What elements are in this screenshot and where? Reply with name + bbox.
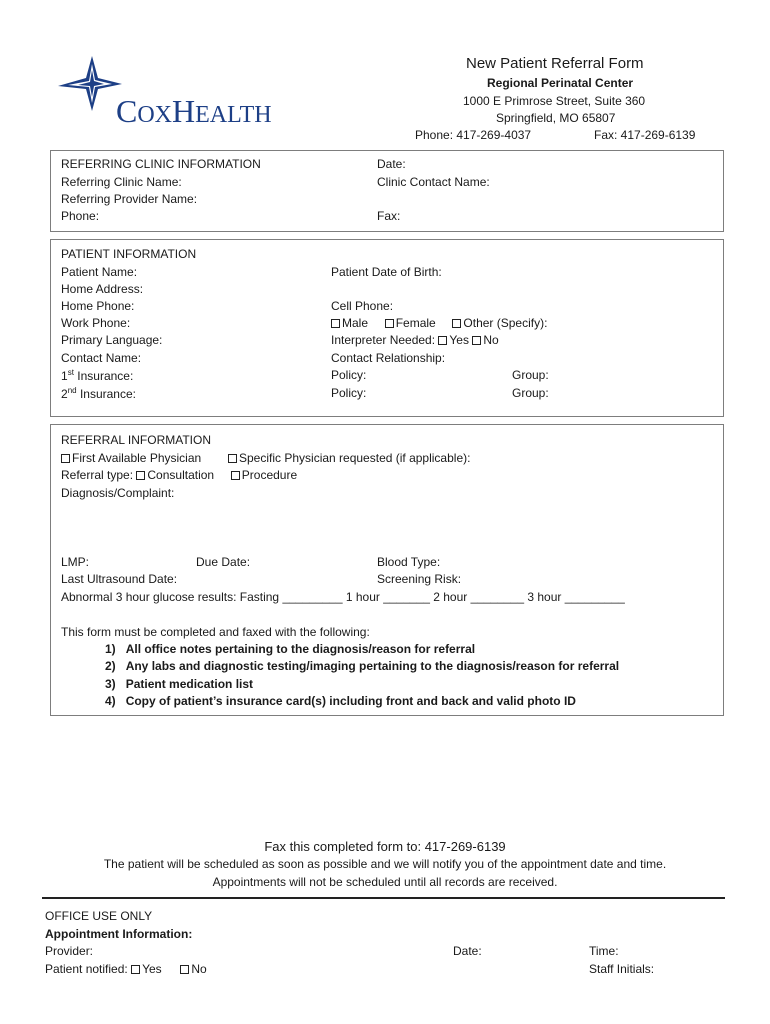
referring-section-title: REFERRING CLINIC INFORMATION [61,157,261,171]
first-available-option [61,451,201,465]
requirement-item: 1) All office notes pertaining to the diagnosis/reason for referral [105,642,476,656]
other-label: Other (Specify): [463,316,548,330]
referral-type-label: Referral type: [61,468,134,482]
notified-no-checkbox[interactable] [180,965,189,974]
provider-label: Provider: [45,944,94,958]
glucose-results-line: Abnormal 3 hour glucose results: Fasting _________ 1 hour _______ 2 hour ________ 3 hour _________ [61,590,625,604]
referral-type-options [61,468,297,482]
consultation-label: Consultation [147,468,215,482]
procedure-label: Procedure [241,468,298,482]
consultation-checkbox[interactable] [136,471,145,480]
group-1-label: Group: [512,368,549,382]
interpreter-no-checkbox[interactable] [472,336,481,345]
fax-instruction: Fax this completed form to: 417-269-6139 [264,839,506,854]
form-title: New Patient Referral Form [466,55,644,72]
interpreter-no-label: No [483,333,499,347]
records-notice: Appointments will not be scheduled until all records are received. [212,875,558,889]
notified-yes-checkbox[interactable] [131,965,140,974]
center-name: Regional Perinatal Center [487,76,634,90]
referring-fax-label: Fax: [377,209,401,223]
header-phone: Phone: 417-269-4037 [415,128,532,142]
patient-notified-label: Patient notified: [45,962,128,976]
male-checkbox[interactable] [331,319,340,328]
appointment-info-title: Appointment Information: [45,927,193,941]
dob-label: Patient Date of Birth: [331,265,442,279]
interpreter-yes-checkbox[interactable] [438,336,447,345]
procedure-checkbox[interactable] [231,471,240,480]
work-phone-label: Work Phone: [61,316,131,330]
cell-phone-label: Cell Phone: [331,299,394,313]
office-date-label: Date: [453,944,482,958]
specific-physician-option [228,451,470,465]
address-line-1: 1000 E Primrose Street, Suite 360 [463,94,646,108]
screening-risk-label: Screening Risk: [377,572,462,586]
patient-section-title: PATIENT INFORMATION [61,247,197,261]
specific-physician-label: Specific Physician requested (if applicable): [239,451,471,465]
primary-language-label: Primary Language: [61,333,163,347]
female-checkbox[interactable] [385,319,394,328]
interpreter-label: Interpreter Needed: [331,333,436,347]
referral-section-title: REFERRAL INFORMATION [61,433,212,447]
address-line-2: Springfield, MO 65807 [496,111,616,125]
schedule-notice: The patient will be scheduled as soon as possible and we will notify you of the appointment date and time. [103,857,667,871]
male-label: Male [342,316,369,330]
instructions-text: This form must be completed and faxed with the following: [61,625,370,639]
home-address-label: Home Address: [61,282,144,296]
contact-name-label: Contact Name: [61,351,142,365]
notified-yes-label: Yes [142,962,162,976]
staff-initials-label: Staff Initials: [589,962,655,976]
notified-no-label: No [191,962,207,976]
referring-clinic-name-label: Referring Clinic Name: [61,175,182,189]
first-available-checkbox[interactable] [61,454,70,463]
due-date-label: Due Date: [196,555,251,569]
specific-physician-checkbox[interactable] [228,454,237,463]
insurance-2-label: 2nd Insurance: [61,386,136,401]
star-logo-icon [52,56,122,111]
clinic-contact-label: Clinic Contact Name: [377,175,490,189]
requirement-item: 4) Copy of patient’s insurance card(s) including front and back and valid photo ID [105,694,576,708]
referring-date-label: Date: [377,157,406,171]
logo-text: COXHEALTH [116,93,272,129]
sex-options [331,316,547,330]
other-checkbox[interactable] [452,319,461,328]
interpreter-options [331,333,499,347]
policy-1-label: Policy: [331,368,367,382]
blood-type-label: Blood Type: [377,555,441,569]
diagnosis-label: Diagnosis/Complaint: [61,486,175,500]
referring-phone-label: Phone: [61,209,100,223]
patient-notified-options [45,962,207,976]
office-use-title: OFFICE USE ONLY [45,909,153,923]
contact-relationship-label: Contact Relationship: [331,351,446,365]
last-ultrasound-label: Last Ultrasound Date: [61,572,178,586]
group-2-label: Group: [512,386,549,400]
first-available-label: First Available Physician [72,451,202,465]
lmp-label: LMP: [61,555,90,569]
requirement-item: 2) Any labs and diagnostic testing/imaging pertaining to the diagnosis/reason for referral [105,659,620,673]
insurance-1-label: 1st Insurance: [61,368,134,383]
home-phone-label: Home Phone: [61,299,135,313]
female-label: Female [395,316,436,330]
requirement-item: 3) Patient medication list [105,677,254,691]
interpreter-yes-label: Yes [449,333,469,347]
divider [42,897,725,899]
patient-name-label: Patient Name: [61,265,138,279]
referring-provider-label: Referring Provider Name: [61,192,198,206]
policy-2-label: Policy: [331,386,367,400]
office-time-label: Time: [589,944,619,958]
header-fax: Fax: 417-269-6139 [594,128,696,142]
